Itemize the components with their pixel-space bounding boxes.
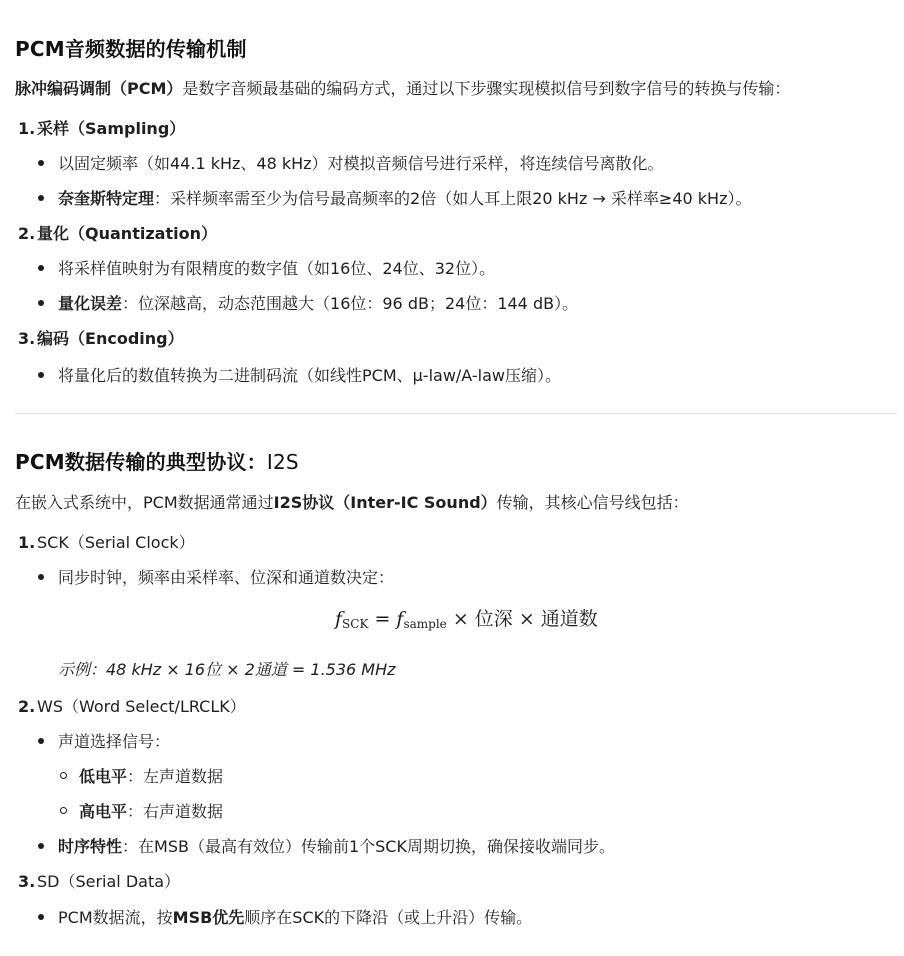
step-number: 2.: [18, 224, 36, 243]
list-item: [38, 186, 751, 209]
circle-bullet-icon: [60, 772, 67, 779]
bullet-icon: [38, 265, 44, 271]
step-title: 量化: [37, 224, 70, 243]
bullet-icon: [38, 914, 44, 920]
list-item: [38, 565, 394, 588]
sck-example: 示例：48 kHz × 16位 × 2通道 = 1.536 MHz: [58, 660, 396, 679]
list-item-bold: 奈奎斯特定理: [58, 189, 155, 208]
step-sd: [18, 869, 180, 892]
list-item-text: ：在MSB（最高有效位）传输前1个SCK周期切换，确保接收端同步。: [122, 837, 615, 856]
bullet-icon: [38, 372, 44, 378]
list-item: [38, 256, 495, 279]
list-item-text-a: PCM数据流，按: [58, 908, 173, 927]
list-item-text: ：位深越高，动态范围越大（16位：96 dB；24位：144 dB）。: [122, 294, 579, 313]
step-number: 1.: [18, 119, 36, 138]
intro-text-a: 在嵌入式系统中，PCM数据通常通过: [15, 493, 274, 512]
sub-item-bold: 低电平: [79, 767, 128, 786]
section-heading-pcm-transmission: [15, 33, 247, 62]
i2s-intro-paragraph: [15, 490, 689, 513]
step-title: SD（Serial Data）: [37, 872, 181, 891]
intro-bold-paren: （Inter-IC Sound）: [334, 493, 497, 512]
list-item: [38, 834, 615, 857]
step-title: 采样: [37, 119, 70, 138]
intro-bold-term: I2S协议: [273, 493, 335, 512]
step-sck: [18, 530, 195, 553]
list-item-text: 将量化后的数值转换为二进制码流（如线性PCM、μ-law/A-law压缩）。: [58, 366, 562, 385]
list-item-bold: 量化误差: [58, 294, 123, 313]
step-ws: [18, 694, 246, 717]
formula-sub-sample: sample: [403, 617, 447, 631]
formula-f2: f: [396, 608, 404, 630]
circle-bullet-icon: [60, 807, 67, 814]
bullet-icon: [38, 738, 44, 744]
heading-text: PCM音频数据的传输机制: [15, 37, 247, 61]
bullet-icon: [38, 843, 44, 849]
intro-text-c: 传输，其核心信号线包括：: [496, 493, 689, 512]
step-title-en: （Sampling）: [69, 119, 186, 138]
sub-item-text: ：左声道数据: [127, 767, 224, 786]
list-item-text-b: 顺序在SCK的下降沿（或上升沿）传输。: [244, 908, 533, 927]
step-quantization: [18, 221, 217, 244]
bullet-icon: [38, 195, 44, 201]
list-item: [38, 151, 664, 174]
list-item-text: ：采样频率需至少为信号最高频率的2倍（如人耳上限20 kHz → 采样率≥40 kHz）。: [154, 189, 752, 208]
step-title: WS（Word Select/LRCLK）: [37, 697, 246, 716]
step-title: 编码: [37, 329, 70, 348]
list-item: [38, 905, 532, 928]
heading-text-bold: PCM数据传输的典型协议：: [15, 450, 267, 474]
sub-item-text: ：右声道数据: [127, 802, 224, 821]
formula-equals: =: [368, 608, 397, 630]
step-title: SCK（Serial Clock）: [37, 533, 195, 552]
bullet-icon: [38, 160, 44, 166]
list-item-text: 将采样值映射为有限精度的数字值（如16位、24位、32位）。: [58, 259, 496, 278]
step-number: 1.: [18, 533, 36, 552]
section-heading-i2s: [15, 446, 299, 475]
formula-f: f: [335, 608, 343, 630]
step-number: 2.: [18, 697, 36, 716]
sck-formula: [335, 604, 598, 631]
intro-bold-term: 脉冲编码调制（PCM）: [15, 79, 183, 98]
list-item-text: 以固定频率（如44.1 kHz、48 kHz）对模拟音频信号进行采样，将连续信号离散化。: [58, 154, 664, 173]
sub-list-item: [60, 799, 223, 822]
list-item: [38, 363, 561, 386]
step-title-en: （Quantization）: [69, 224, 217, 243]
intro-text: 是数字音频最基础的编码方式，通过以下步骤实现模拟信号到数字信号的转换与传输：: [182, 79, 791, 98]
formula-rest: × 位深 × 通道数: [446, 608, 598, 630]
bullet-icon: [38, 300, 44, 306]
heading-text-normal: I2S: [266, 450, 299, 474]
list-item: [38, 291, 578, 314]
step-title-en: （Encoding）: [69, 329, 184, 348]
section-divider: [15, 413, 897, 414]
step-number: 3.: [18, 329, 36, 348]
step-encoding: [18, 326, 184, 349]
sub-item-bold: 高电平: [79, 802, 128, 821]
list-item: [38, 729, 170, 752]
step-number: 3.: [18, 872, 36, 891]
list-item-text: 声道选择信号：: [58, 732, 171, 751]
formula-sub-sck: SCK: [342, 617, 369, 631]
step-sampling: [18, 116, 185, 139]
list-item-text: 同步时钟，频率由采样率、位深和通道数决定：: [58, 568, 395, 587]
list-item-bold: 时序特性: [58, 837, 123, 856]
list-item-bold: MSB优先: [172, 908, 245, 927]
bullet-icon: [38, 574, 44, 580]
sub-list-item: [60, 764, 223, 787]
intro-paragraph: [15, 76, 790, 99]
